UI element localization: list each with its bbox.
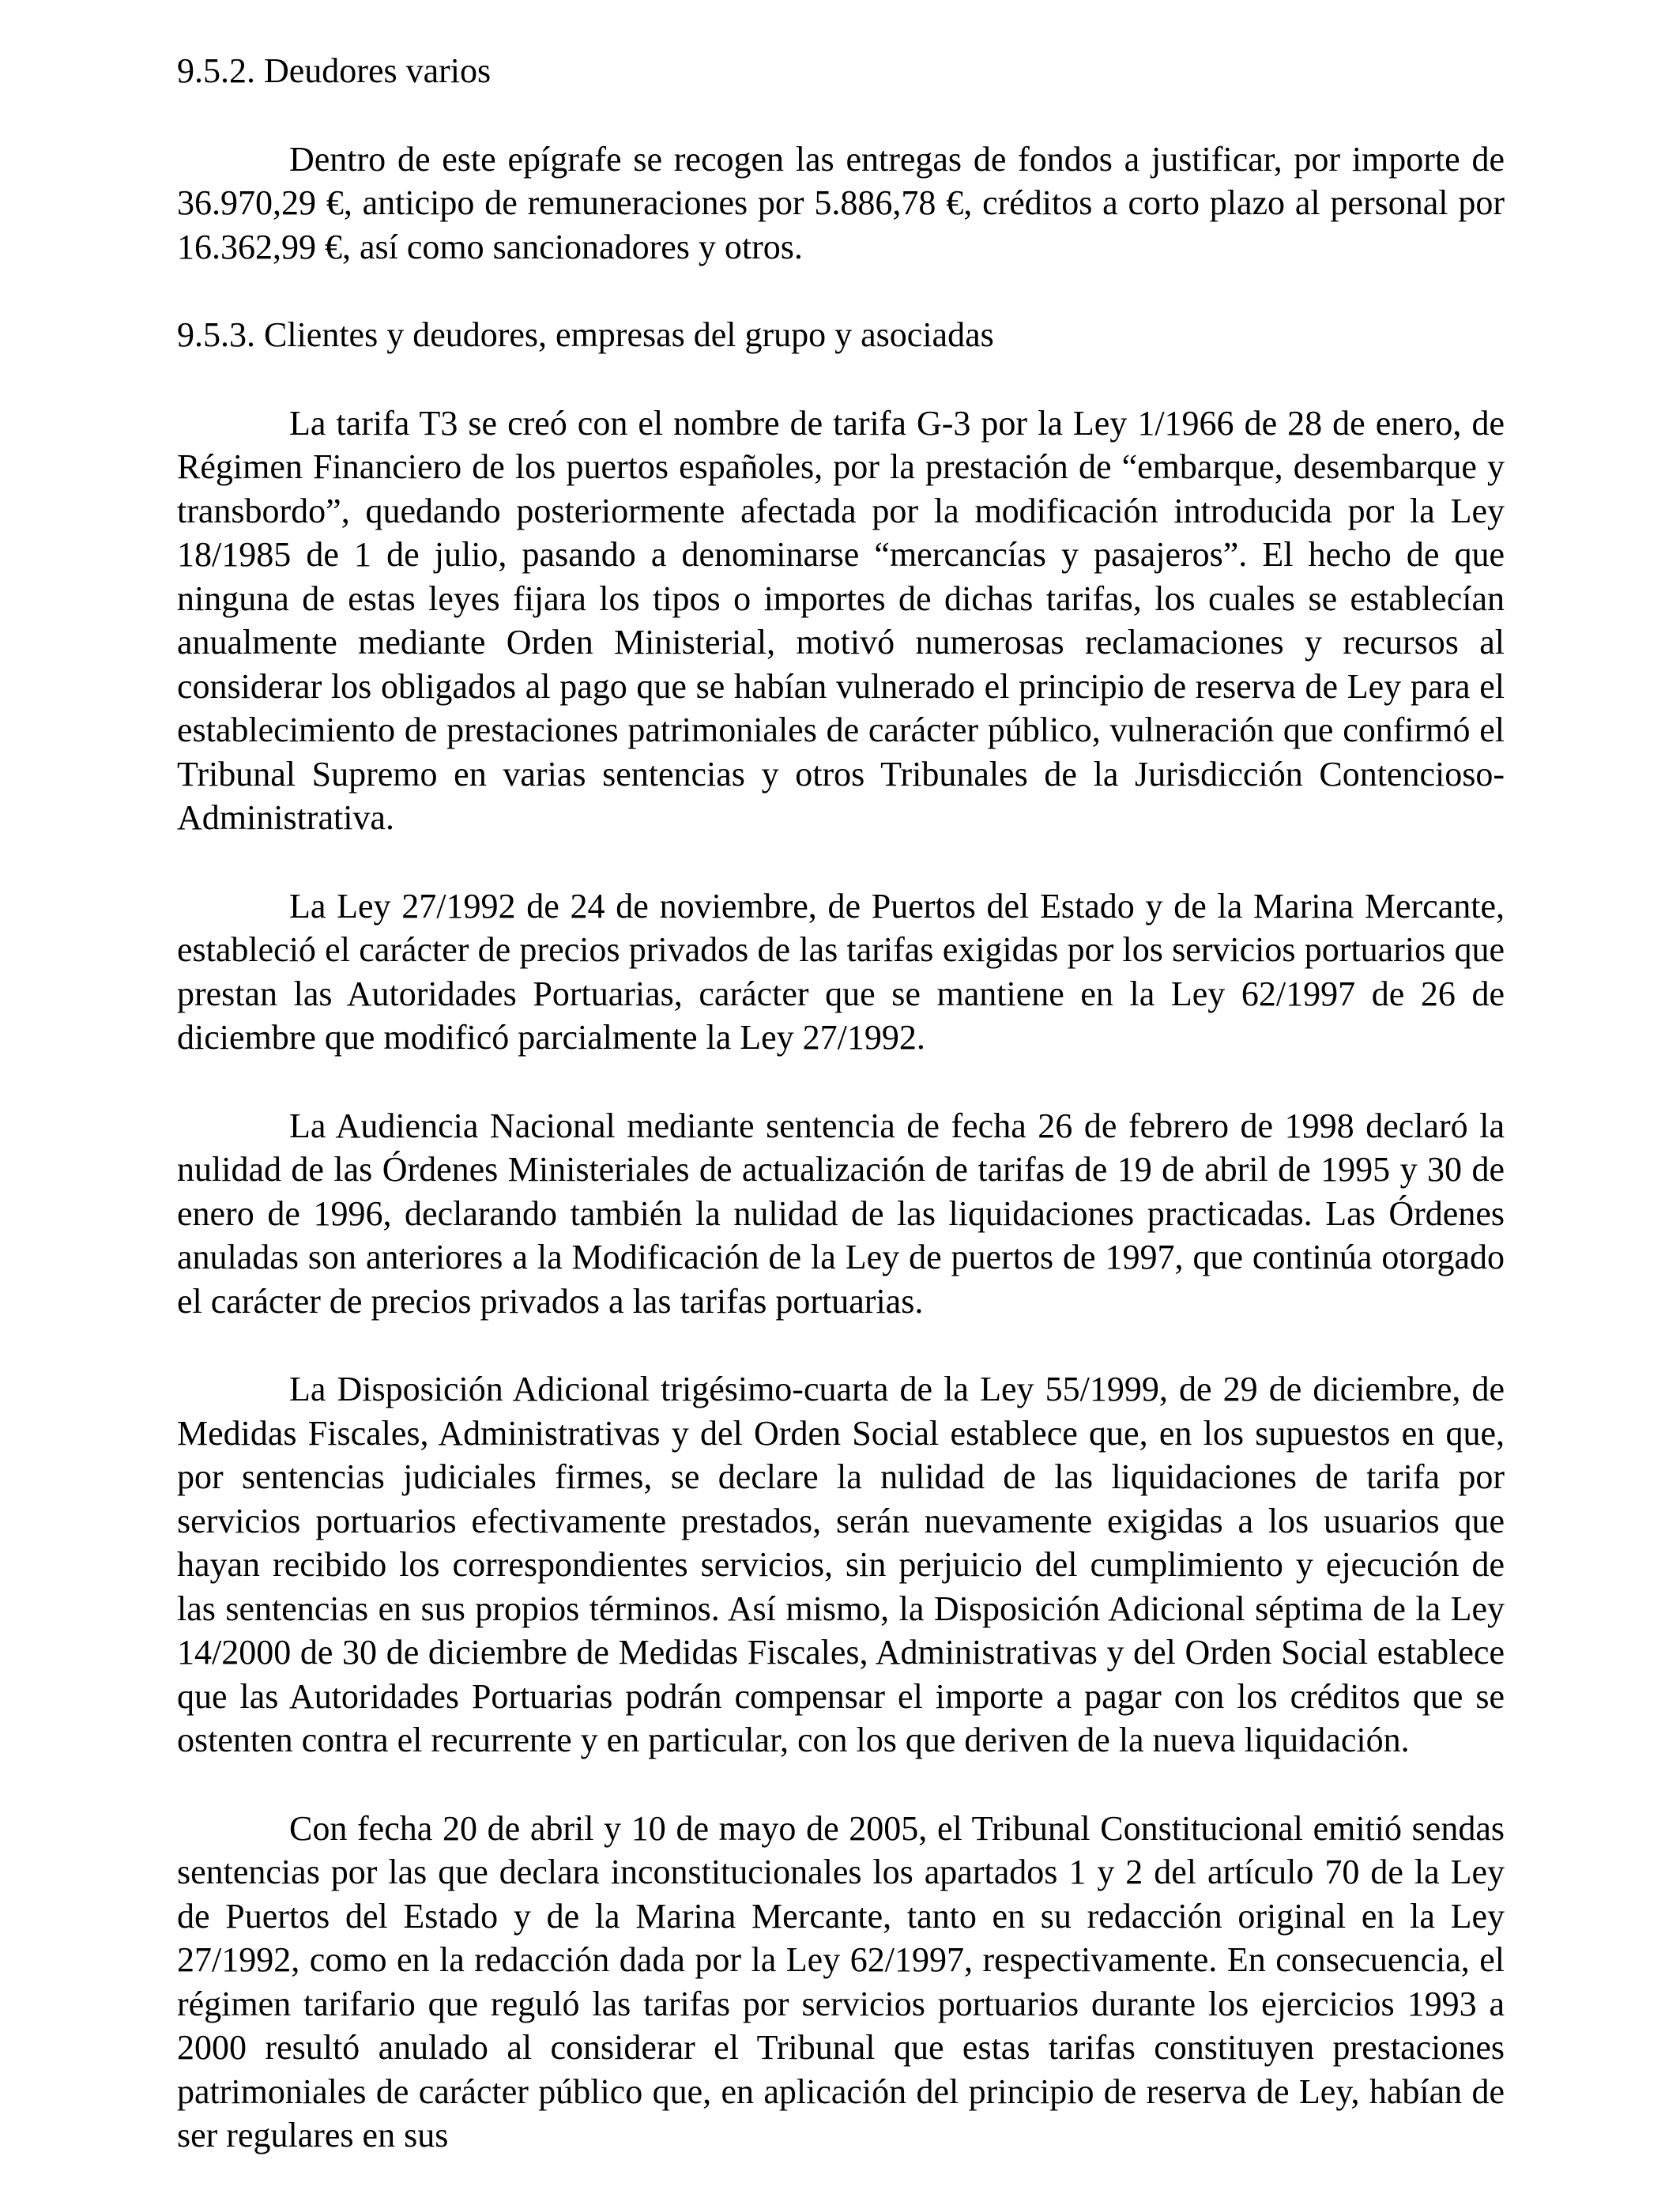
paragraph-ley-27-1992: La Ley 27/1992 de 24 de noviembre, de Puertos del Estado y de la Marina Mercante, estableció el carácter de precios privados de las tarifas exigidas por los servicios portuarios que prestan las Autoridades Portuarias, carácter que se mantiene en la Ley 62/1997 de 26 de diciembre que modificó parcialmente la Ley 27/1992. (177, 886, 1505, 1057)
paragraph-deudores-varios: Dentro de este epígrafe se recogen las entregas de fondos a justificar, por importe de 36.970,29 €, anticipo de remuneraciones por 5.886,78 €, créditos a corto plazo al personal por 16.362,99 €, así como sancionadores y otros. (177, 139, 1505, 266)
paragraph-tarifa-t3: La tarifa T3 se creó con el nombre de tarifa G-3 por la Ley 1/1966 de 28 de enero, de Régimen Financiero de los puertos españoles, por la prestación de “embarque, desembarque y transbordo”, quedando posteriormente afectada por la modificación introducida por la Ley 18/1985 de 1 de julio, pasando a denominarse “mercancías y pasajeros”. El hecho de que ninguna de estas leyes fijara los tipos o importes de dichas tarifas, los cuales se establecían anualmente mediante Orden Ministerial, motivó numerosas reclamaciones y recursos al considerar los obligados al pago que se habían vulnerado el principio de reserva de Ley para el establecimiento de prestaciones patrimoniales de carácter público, vulneración que confirmó el Tribunal Supremo en varias sentencias y otros Tribunales de la Jurisdicción Contencioso-Administrativa. (177, 403, 1505, 837)
section-heading-9-5-3: 9.5.3. Clientes y deudores, empresas del grupo y asociadas (177, 315, 994, 354)
section-heading-9-5-2: 9.5.2. Deudores varios (177, 51, 492, 90)
paragraph-disposicion-adicional: La Disposición Adicional trigésimo-cuarta de la Ley 55/1999, de 29 de diciembre, de Medidas Fiscales, Administrativas y del Orden Social establece que, en los supuestos en que, por sentencias judiciales firmes, se declare la nulidad de las liquidaciones de tarifa por servicios portuarios efectivamente prestados, serán nuevamente exigidas a los usuarios que hayan recibido los correspondientes servicios, sin perjuicio del cumplimiento y ejecución de las sentencias en sus propios términos. Así mismo, la Disposición Adicional séptima de la Ley 14/2000 de 30 de diciembre de Medidas Fiscales, Administrativas y del Orden Social establece que las Autoridades Portuarias podrán compensar el importe a pagar con los créditos que se ostenten contra el recurrente y en particular, con los que deriven de la nueva liquidación. (177, 1370, 1505, 1759)
document-page (177, 49, 1505, 2158)
paragraph-tribunal-constitucional: Con fecha 20 de abril y 10 de mayo de 2005, el Tribunal Constitucional emitió sendas sentencias por las que declara inconstitucionales los apartados 1 y 2 del artículo 70 de la Ley de Puertos del Estado y de la Marina Mercante, tanto en su redacción original en la Ley 27/1992, como en la redacción dada por la Ley 62/1997, respectivamente. En consecuencia, el régimen tarifario que reguló las tarifas por servicios portuarios durante los ejercicios 1993 a 2000 resultó anulado al considerar el Tribunal que estas tarifas constituyen prestaciones patrimoniales de carácter público que, en aplicación del principio de reserva de Ley, habían de ser regulares en sus (177, 1808, 1505, 2154)
paragraph-audiencia-nacional: La Audiencia Nacional mediante sentencia de fecha 26 de febrero de 1998 declaró la nulidad de las Órdenes Ministeriales de actualización de tarifas de 19 de abril de 1995 y 30 de enero de 1996, declarando también la nulidad de las liquidaciones practicadas. Las Órdenes anuladas son anteriores a la Modificación de la Ley de puertos de 1997, que continúa otorgado el carácter de precios privados a las tarifas portuarias. (177, 1106, 1505, 1321)
